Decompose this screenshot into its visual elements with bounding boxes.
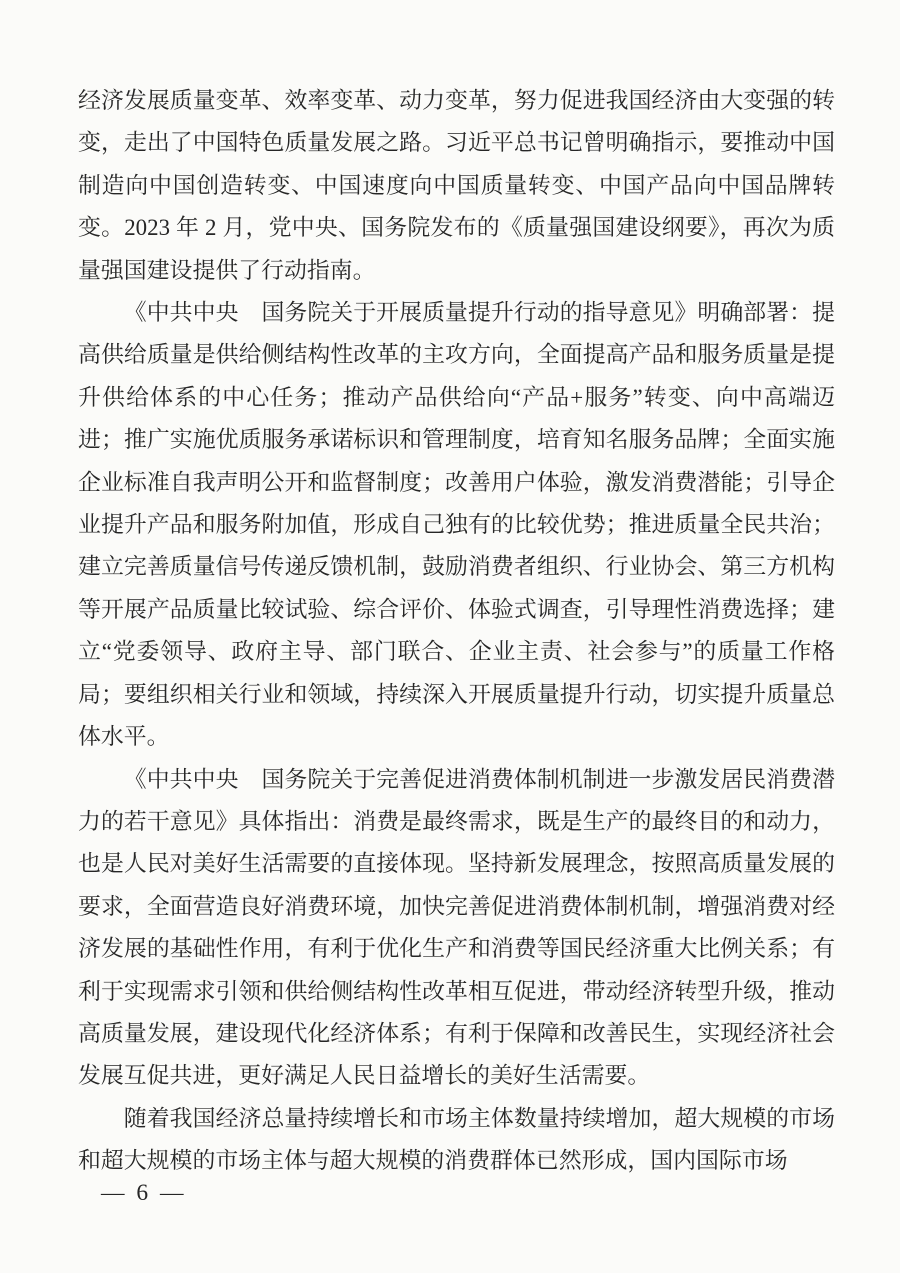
paragraph-market-scale-growth: 随着我国经济总量持续增长和市场主体数量持续增加，超大规模的市场和超大规模的市场主体与超大规模的消费群体已然形成，国内国际市场 bbox=[78, 1105, 835, 1174]
paragraph-consumption-mechanism-opinion: 《中共中央 国务院关于完善促进消费体制机制进一步激发居民消费潜力的若干意见》具体指出：消费是最终需求，既是生产的最终目的和动力，也是人民对美好生活需要的直接体现。坚持新发展理念，按照高质量发展的要求，全面营造良好消费环境，加快完善促进消费体制机制，增强消费对经济发展的基础性作用，有利于优化生产和消费等国民经济重大比例关系；有利于实现需求引领和供给侧结构性改革相互促进，带动经济转型升级，推动高质量发展，建设现代化经济体系；有利于保障和改善民生，实现经济社会发展互促共进，更好满足人民日益增长的美好生活需要。 bbox=[78, 766, 835, 1089]
page-number: — 6 — bbox=[101, 1180, 187, 1206]
paragraph-quality-improvement-guidance-opinion: 《中共中央 国务院关于开展质量提升行动的指导意见》明确部署：提高供给质量是供给侧结构性改革的主攻方向，全面提高产品和服务质量是提升供给体系的中心任务；推动产品供给向“产品+服务”转变、向中高端迈进；推广实施优质服务承诺标识和管理制度，培育知名服务品牌；全面实施企业标准自我声明公开和监督制度；改善用户体验，激发消费潜能；引导企业提升产品和服务附加值，形成自己独有的比较优势；推进质量全民共治；建立完善质量信号传递反馈机制，鼓励消费者组织、行业协会、第三方机构等开展产品质量比较试验、综合评价、体验式调查，引导理性消费选择；建立“党委领导、政府主导、部门联合、企业主责、社会参与”的质量工作格局；要组织相关行业和领域，持续深入开展质量提升行动，切实提升质量总体水平。 bbox=[78, 300, 835, 750]
paragraph-quality-reform-continuation: 经济发展质量变革、效率变革、动力变革，努力促进我国经济由大变强的转变，走出了中国特色质量发展之路。习近平总书记曾明确指示，要推动中国制造向中国创造转变、中国速度向中国质量转变、中国产品向中国品牌转变。2023 年 2 月，党中央、国务院发布的《质量强国建设纲要》，再次为质量强国建设提供了行动指南。 bbox=[78, 88, 835, 283]
body-text bbox=[78, 80, 835, 1183]
